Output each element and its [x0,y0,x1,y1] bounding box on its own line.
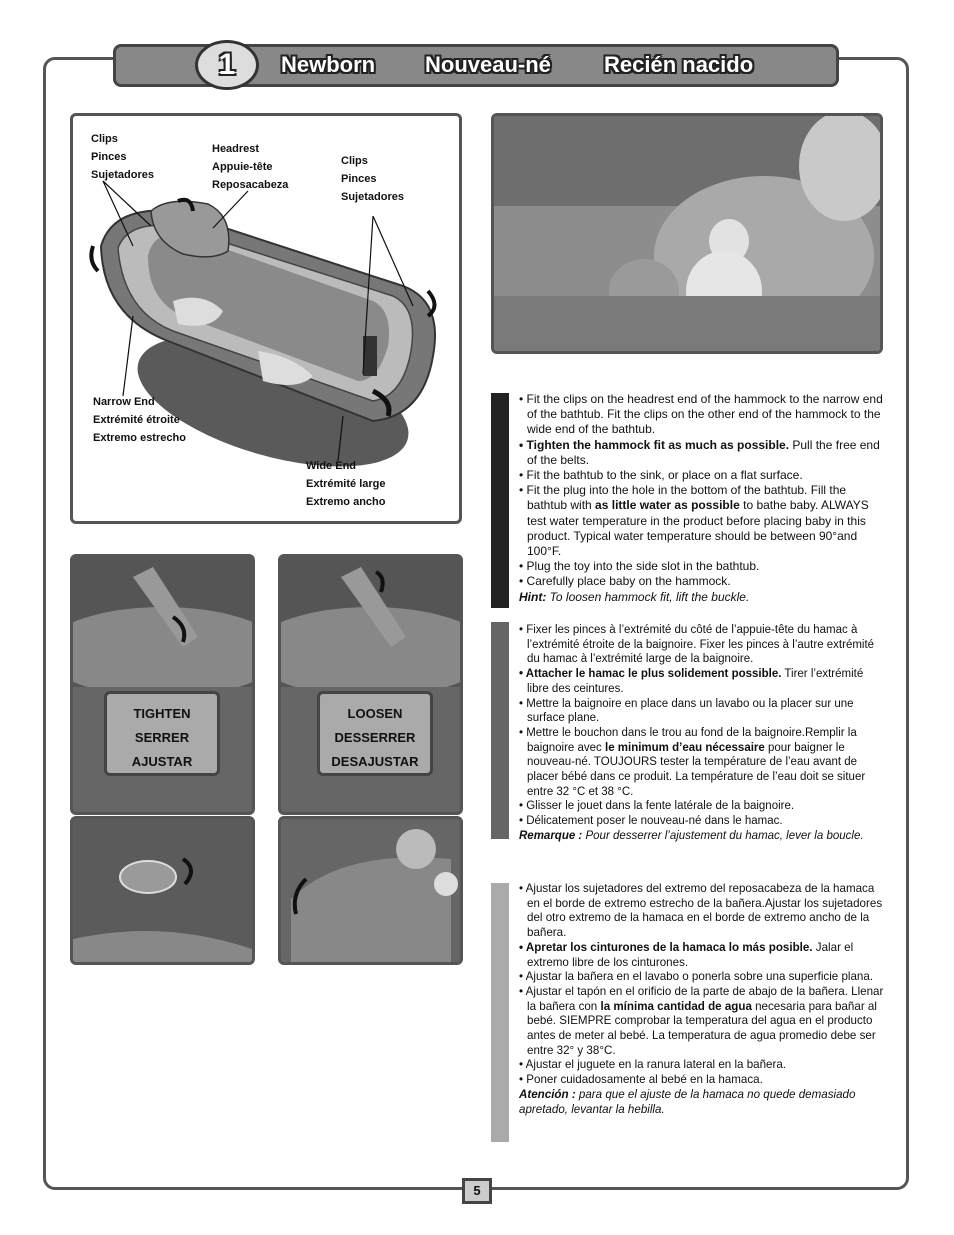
label-narrow-end: Narrow End Extrémité étroite Extremo estrecho [93,396,186,444]
plug-panel [70,816,255,965]
french-bullet-4: • Mettre le bouchon dans le trou au fond de la baignoire.Remplir la baignoire avec le minimum d’eau nécessaire pour baigner le nouveau-né. TOUJOURS tester la température de l’eau avant de placer bébé dans ce produit. La température de l’eau doit se situer entre 32 °C et 38 °C. [519,726,866,798]
english-bullet-6: • Carefully place baby on the hammock. [519,574,731,589]
loosen-caption: LOOSEN DESSERRER DESAJUSTAR [317,691,433,776]
spanish-instructions [519,882,885,1117]
spanish-bullet-6: • Poner cuidadosamente al bebé en la hamaca. [519,1073,763,1087]
spanish-bullet-3: • Ajustar la bañera en el lavabo o ponerla sobre una superficie plana. [519,970,874,984]
english-bullet-1: • Fit the clips on the headrest end of the hammock to the narrow end of the bathtub. Fit the clips on the other end of the hammock to the wide end of the bathtub. [519,392,883,437]
toy-illustration [281,819,460,962]
english-bullet-5: • Plug the toy into the side slot in the bathtub. [519,559,760,574]
spanish-bullet-1: • Ajustar los sujetadores del extremo del reposacabeza de la hamaca en el borde de extremo estrecho de la bañera.Ajustar los sujetadores del otro extremo de la hamaca en el borde de extremo ancho de la bañera. [519,882,883,940]
plug-illustration [73,819,252,962]
label-headrest: Headrest Appuie-tête Reposacabeza [212,143,289,191]
baby-bath-photo [491,113,883,354]
bathtub-diagram [70,113,462,524]
spanish-bullet-2: • Apretar los cinturones de la hamaca lo más posible. Jalar el extremo libre de los cinturones. [519,940,854,969]
french-sidebar [491,622,509,839]
spanish-bullet-5: • Ajustar el juguete en la ranura lateral en la bañera. [519,1058,787,1072]
tighten-illustration [73,557,252,687]
french-instructions [519,623,885,844]
page-number: 5 [462,1178,492,1204]
label-clips-right: Clips Pinces Sujetadores [341,155,404,203]
english-instructions [519,392,885,605]
english-sidebar [491,393,509,608]
french-bullet-2: • Attacher le hamac le plus solidement possible. Tirer l’extrémité libre des ceintures. [519,668,864,695]
french-bullet-3: • Mettre la baignoire en place dans un lavabo ou la placer sur une surface plane. [519,697,854,725]
english-bullet-3: • Fit the bathtub to the sink, or place on a flat surface. [519,468,803,483]
tighten-caption: TIGHTEN SERRER AJUSTAR [104,691,220,776]
french-hint: Remarque : Pour desserrer l’ajustement du hamac, lever la boucle. [519,829,864,842]
label-wide-end: Wide End Extrémité large Extremo ancho [306,460,386,508]
step-number: 1 [195,40,259,90]
english-bullet-4: • Fit the plug into the hole in the bottom of the bathtub. Fill the bathtub with as little water as possible to bathe baby. ALWAYS test water temperature in the product before placing baby in this product. Typical water temperature should be between 90°and 100°F. [519,483,869,559]
english-bullet-2: • Tighten the hammock fit as much as possible. Pull the free end of the belts. [519,437,880,467]
french-bullet-6: • Délicatement poser le nouveau-né dans le hamac. [519,815,783,828]
title-english: Newborn [281,52,376,77]
title-spanish: Recién nacido [604,52,754,77]
spanish-bullet-4: • Ajustar el tapón en el orificio de la parte de abajo de la bañera. Llenar la bañera con la mínima cantidad de agua necesaria para bañar al bebé. SIEMPRE comprobar la temperatura del agua en el producto antes de meter al bebé. La temperatura de agua promedio debe ser entre 32° y 38°C. [519,984,884,1057]
toy-panel [278,816,463,965]
photo-illustration [494,116,880,351]
spanish-hint: Atención : para que el ajuste de la hamaca no quede demasiado apretado, levantar la hebilla. [519,1087,856,1116]
english-hint: Hint: To loosen hammock fit, lift the buckle. [519,589,750,604]
loosen-illustration [281,557,460,687]
title-french: Nouveau-né [425,52,551,77]
spanish-sidebar [491,883,509,1142]
french-bullet-1: • Fixer les pinces à l’extrémité du côté de l’appuie-tête du hamac à l’extrémité étroite de la baignoire. Fixer les pinces à l’autre extrémité du hamac à l’extrémité large de la baignoire. [519,624,875,666]
label-clips-left: Clips Pinces Sujetadores [91,133,154,181]
french-bullet-5: • Glisser le jouet dans la fente latérale de la baignoire. [519,800,795,813]
